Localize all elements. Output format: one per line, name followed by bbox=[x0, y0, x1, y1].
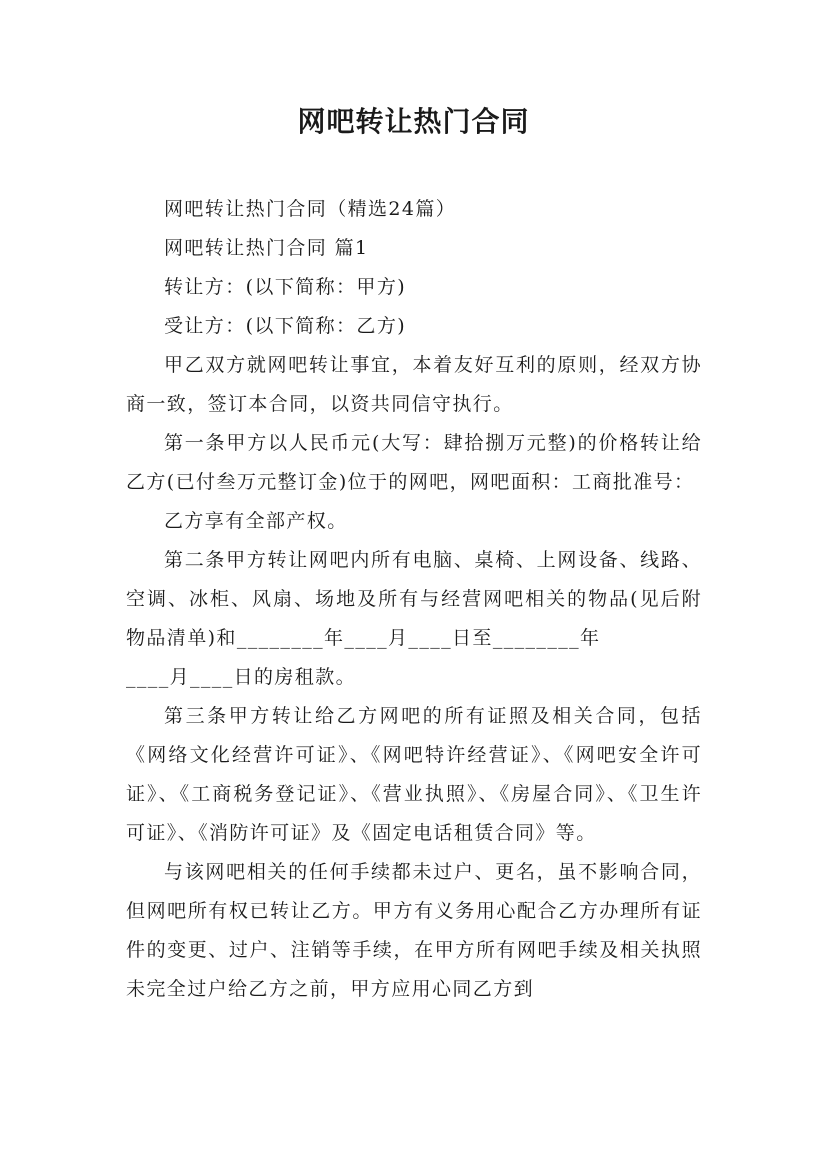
paragraph-subtitle: 网吧转让热门合同（精选24篇） bbox=[164, 198, 457, 220]
paragraph-article-2: 第二条甲方转让网吧内所有电脑、桌椅、上网设备、线路、空调、冰柜、风扇、场地及所有与经营网吧相关的物品(见后附物品清单)和________年____月____日至________年 bbox=[126, 549, 702, 649]
paragraph-preamble: 甲乙双方就网吧转让事宜，本着友好互利的原则，经双方协商一致，签订本合同，以资共同信守执行。 bbox=[126, 354, 702, 415]
paragraph-article-2-continued: ____月____日的房租款。 bbox=[126, 666, 357, 688]
paragraph-article-3: 第三条甲方转让给乙方网吧的所有证照及相关合同，包括《网络文化经营许可证》、《网吧特许经营证》、《网吧安全许可证》、《工商税务登记证》、《营业执照》、《房屋合同》、《卫生许可证》、《消防许可证》及《固定电话租赁合同》等。 bbox=[126, 705, 702, 844]
document-title: 网吧转让热门合同 bbox=[297, 105, 530, 138]
paragraph-section-heading: 网吧转让热门合同 篇1 bbox=[164, 237, 369, 259]
paragraph-transferee: 受让方：(以下简称：乙方) bbox=[164, 315, 407, 337]
paragraph-property-rights: 乙方享有全部产权。 bbox=[164, 510, 348, 532]
paragraph-transferor: 转让方：(以下简称：甲方) bbox=[164, 276, 407, 298]
document-body bbox=[126, 190, 702, 1009]
paragraph-procedures: 与该网吧相关的任何手续都未过户、更名，虽不影响合同，但网吧所有权已转让乙方。甲方有义务用心配合乙方办理所有证件的变更、过户、注销等手续，在甲方所有网吧手续及相关执照未完全过户给乙方之前，甲方应用心同乙方到 bbox=[126, 861, 702, 1000]
paragraph-article-1: 第一条甲方以人民币元(大写：肆拾捌万元整)的价格转让给乙方(已付叁万元整订金)位于的网吧，网吧面积：工商批准号： bbox=[126, 432, 702, 493]
